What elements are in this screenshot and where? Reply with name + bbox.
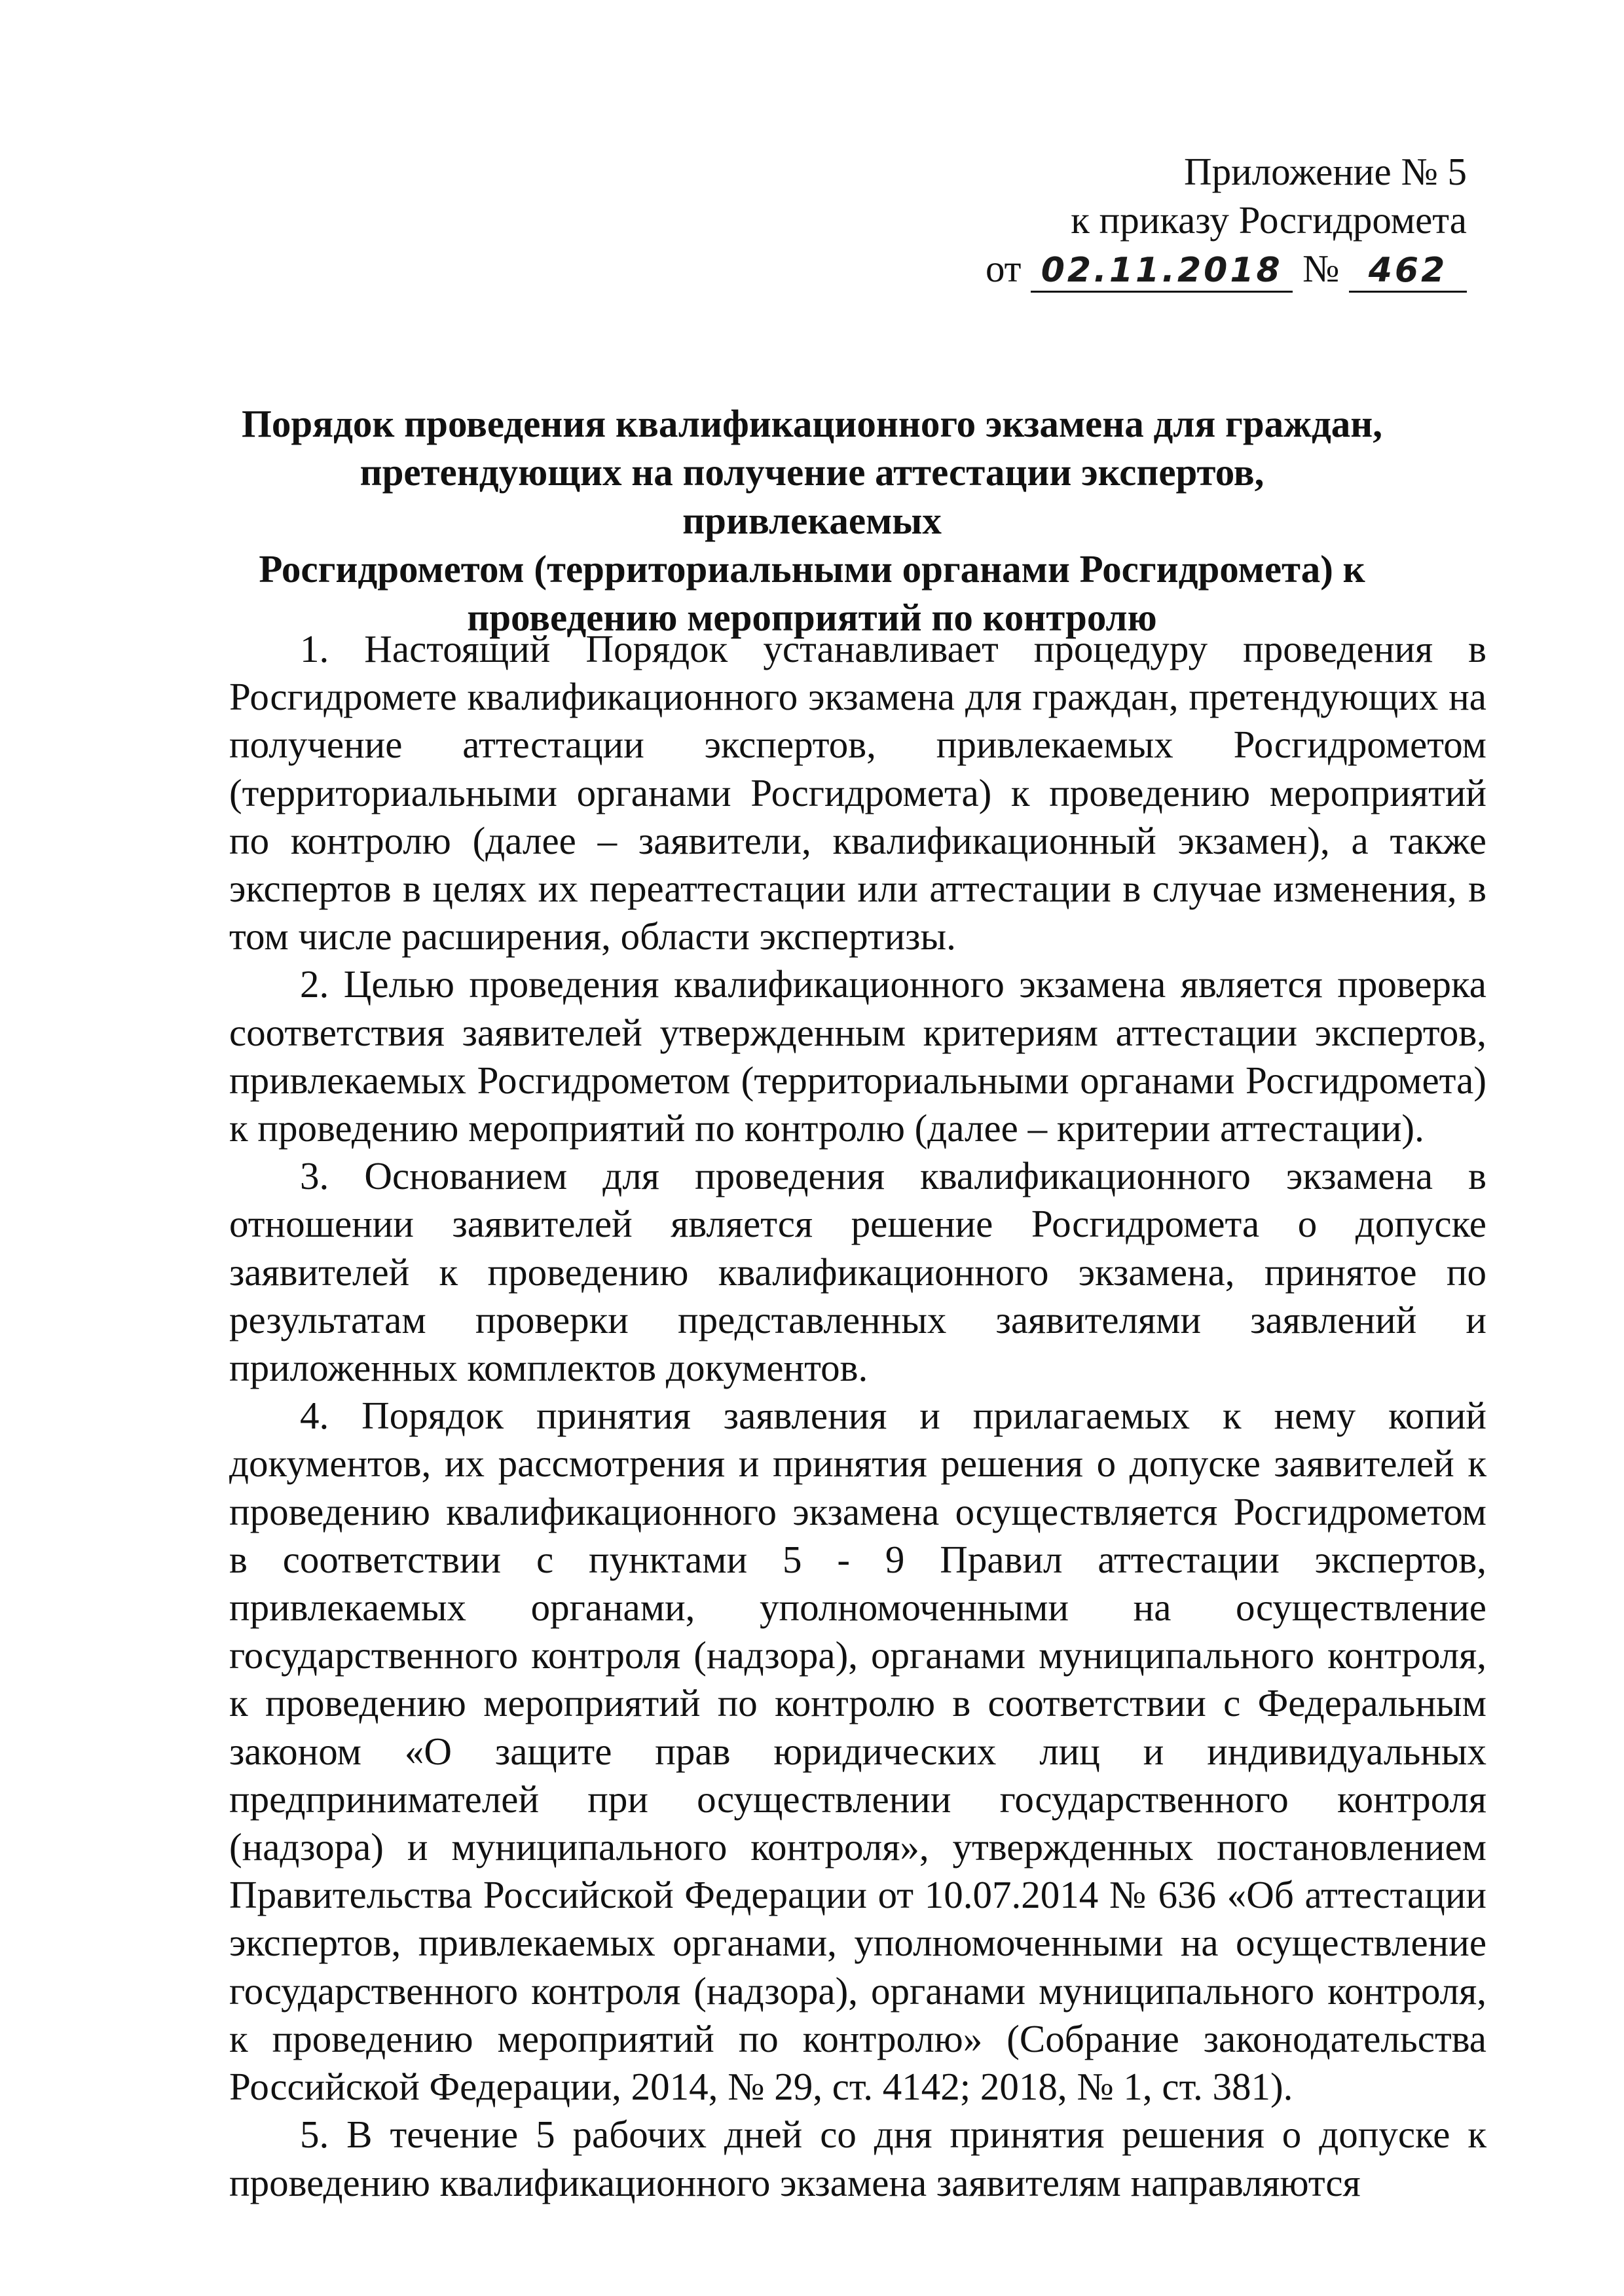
paragraph-5: 5. В течение 5 рабочих дней со дня принятия решения о допуске к проведению квалификационного экзамена заявителям направляются	[229, 2113, 1486, 2204]
from-label: от	[985, 247, 1022, 290]
document-title	[229, 399, 1395, 642]
paragraph-4: 4. Порядок принятия заявления и прилагаемых к нему копий документов, их рассмотрения и принятия решения о допуске заявителей к проведению квалификационного экзамена осуществляется Росгидрометом в соответствии с пунктами 5 - 9 Правил аттестации экспертов, привлекаемых органами, уполномоченными на осуществление государственного контроля (надзора), органами муниципального контроля, к проведению мероприятий по контролю в соответствии с Федеральным законом «О защите прав юридических лиц и индивидуальных предпринимателей при осуществлении государственного контроля (надзора) и муниципального контроля», утвержденных постановлением Правительства Российской Федерации от 10.07.2014 № 636 «Об аттестации экспертов, привлекаемых органами, уполномоченными на осуществление государственного контроля (надзора), органами муниципального контроля, к проведению мероприятий по контролю» (Собрание законодательства Российской Федерации, 2014, № 29, ст. 4142; 2018, № 1, ст. 381).	[229, 1394, 1486, 2109]
order-reference: к приказу Росгидромета	[1071, 198, 1467, 242]
title-line: претендующих на получение аттестации экспертов, привлекаемых	[360, 450, 1264, 542]
appendix-number: Приложение № 5	[1184, 150, 1467, 193]
paragraph-3: 3. Основанием для проведения квалификационного экзамена в отношении заявителей является решение Росгидромета о допуске заявителей к проведению квалификационного экзамена, принятое по результатам проверки представленных заявителями заявлений и приложенных комплектов документов.	[229, 1154, 1486, 1390]
order-date-handwritten: 02.11.2018	[1031, 250, 1293, 293]
document-body	[229, 625, 1486, 2207]
order-date-number-line	[969, 244, 1467, 293]
number-label: №	[1302, 247, 1340, 290]
title-line: Порядок проведения квалификационного экзамена для граждан,	[241, 402, 1383, 445]
title-line: Росгидрометом (территориальными органами Росгидромета) к	[259, 547, 1365, 591]
order-number-handwritten: 462	[1349, 250, 1467, 293]
appendix-header	[969, 147, 1467, 293]
paragraph-2: 2. Целью проведения квалификационного экзамена является проверка соответствия заявителей утвержденным критериям аттестации экспертов, привлекаемых Росгидрометом (территориальными органами Росгидромета) к проведению мероприятий по контролю (далее – критерии аттестации).	[229, 962, 1486, 1150]
title-line: проведению мероприятий по контролю	[467, 596, 1157, 639]
paragraph-1: 1. Настоящий Порядок устанавливает процедуру проведения в Росгидромете квалификационного экзамена для граждан, претендующих на получение аттестации экспертов, привлекаемых Росгидрометом (территориальными органами Росгидромета) к проведению мероприятий по контролю (далее – заявители, квалификационный экзамен), а также экспертов в целях их переаттестации или аттестации в случае изменения, в том числе расширения, области экспертизы.	[229, 627, 1486, 958]
